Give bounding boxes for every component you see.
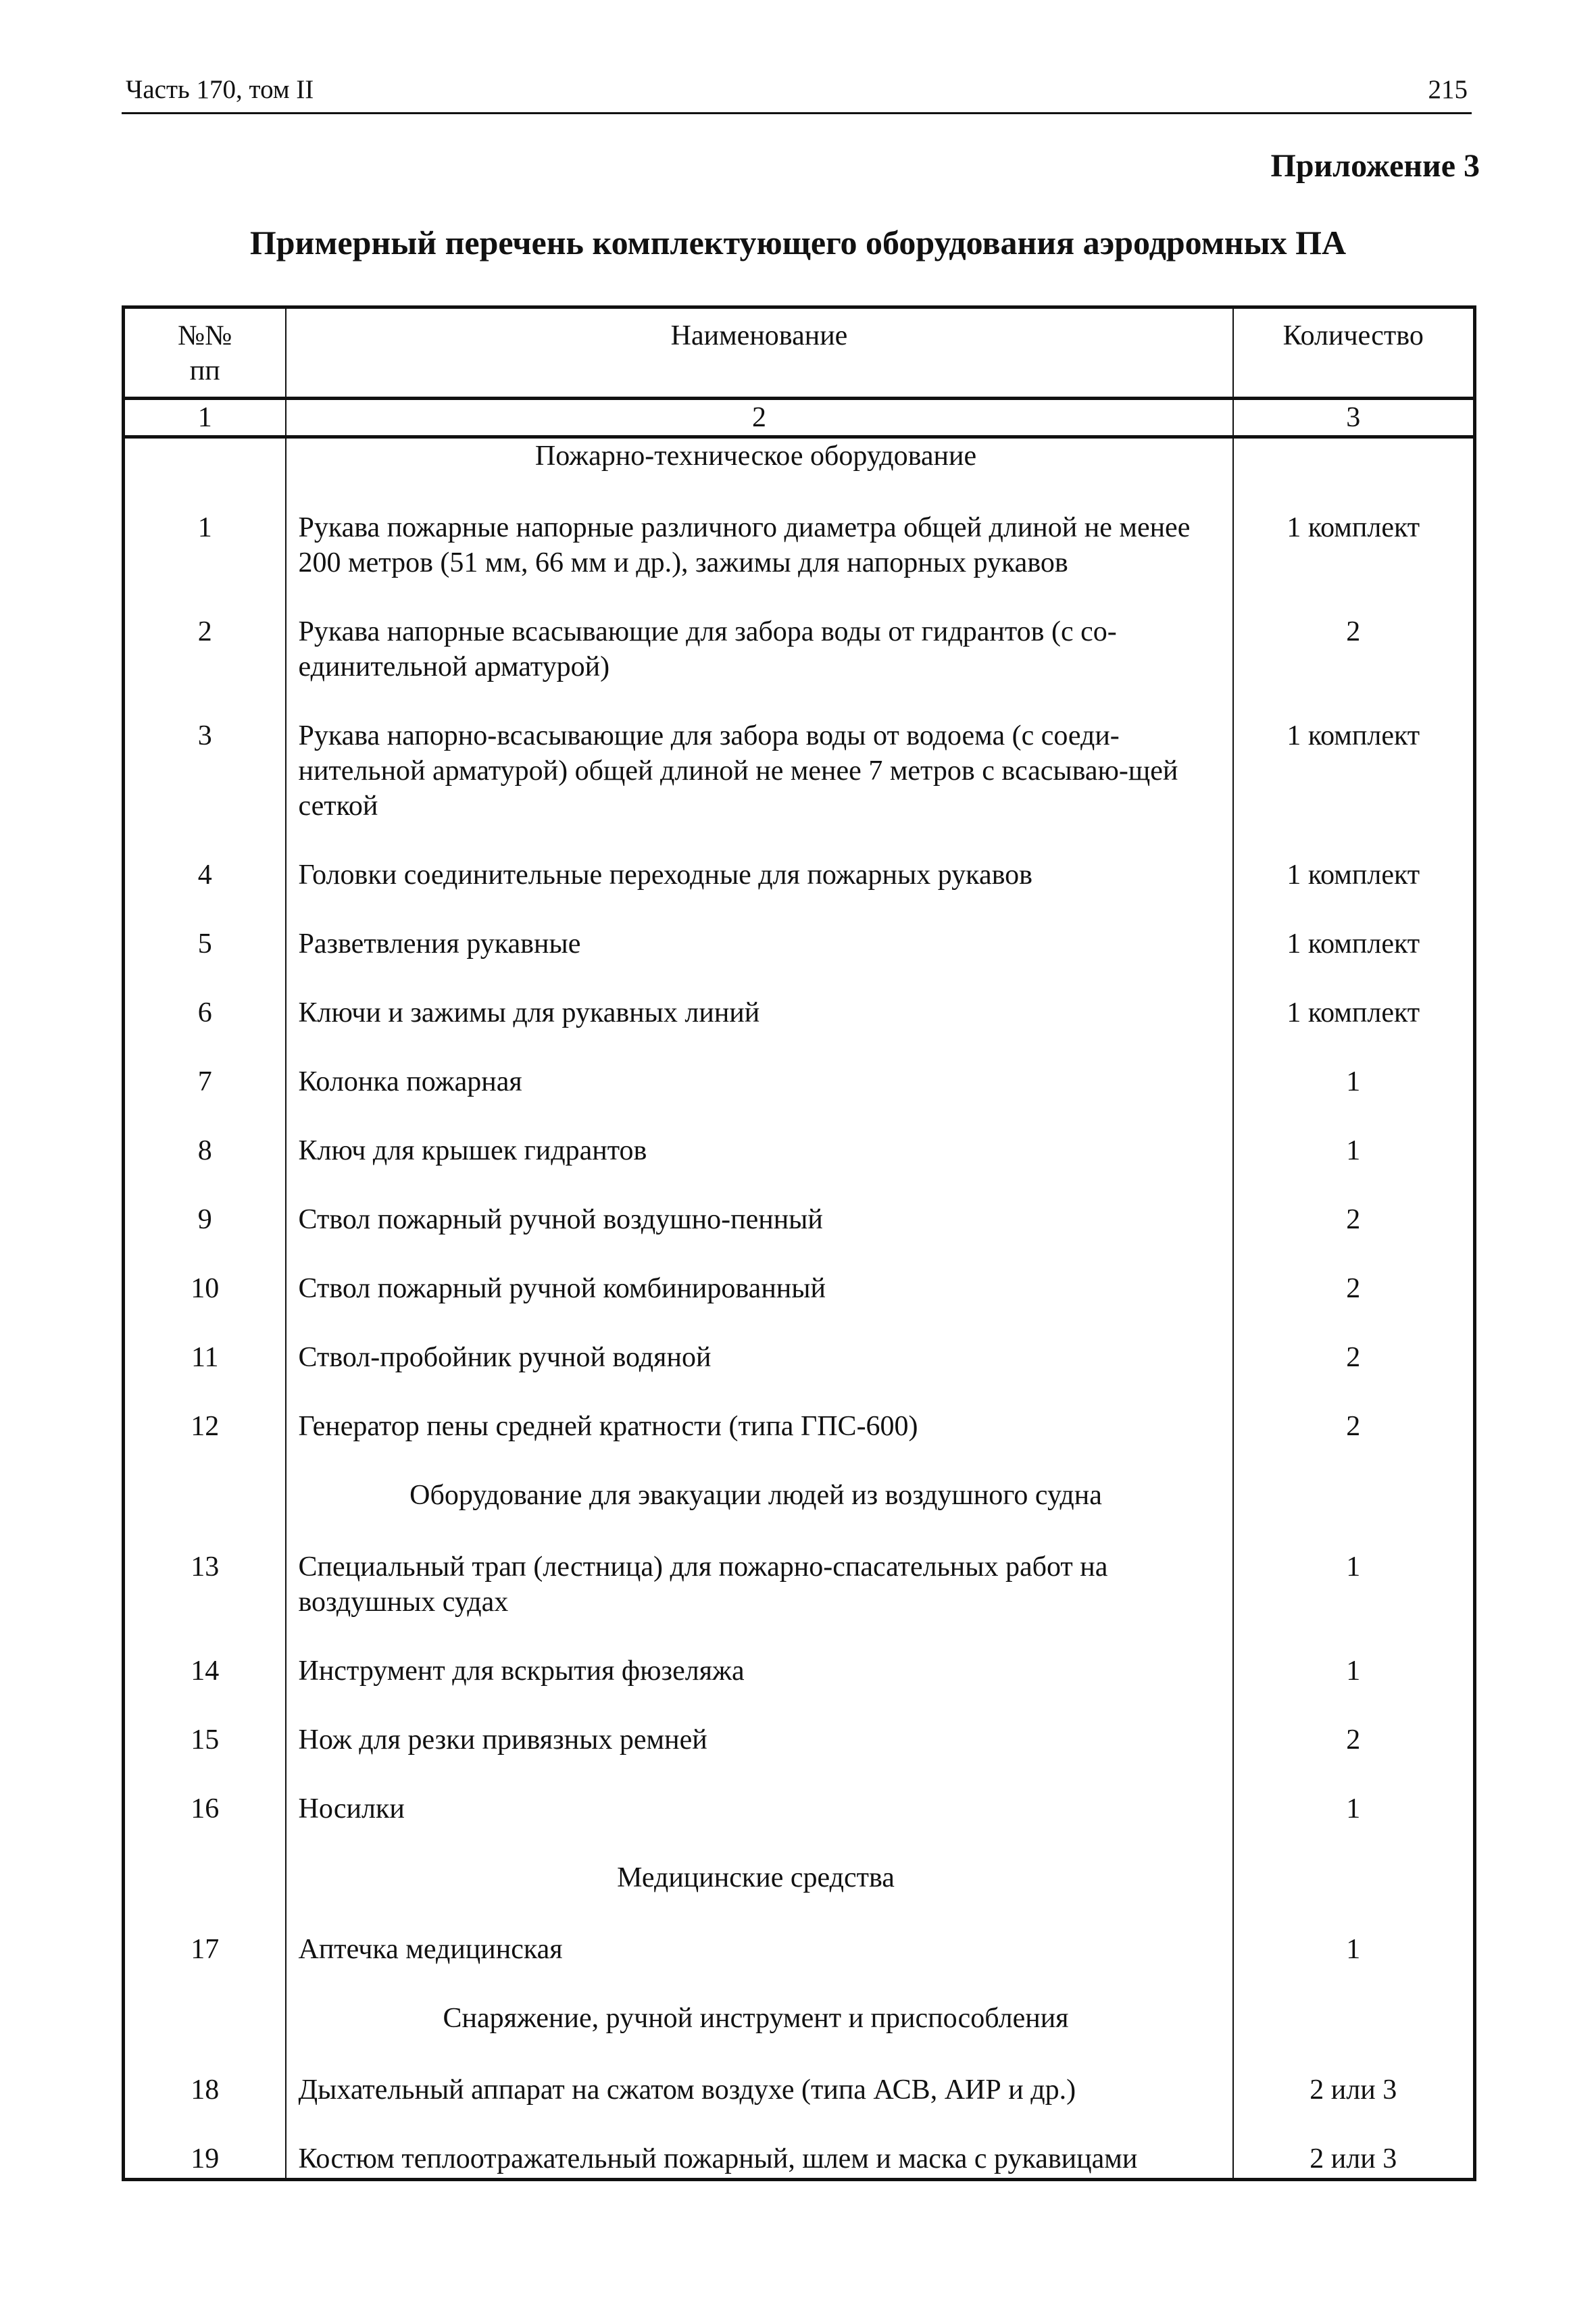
table-row [124,1409,1475,1478]
row-number: 19 [124,2141,286,2180]
row-name: Костюм теплоотражательный пожарный, шлем и маска с рукавицами [286,2141,1233,2180]
row-name: Ствол-пробойник ручной водяной [286,1340,1233,1409]
section-heading: Пожарно-техническое оборудование [286,437,1233,511]
row-name: Инструмент для вскрытия фюзеляжа [286,1653,1233,1722]
row-number: 14 [124,1653,286,1722]
column-header-quantity: Количество [1233,307,1475,399]
row-number: 16 [124,1791,286,1860]
table-row [124,995,1475,1064]
table-row [124,857,1475,926]
section-heading-row [124,437,1475,511]
column-header-name: Наименование [286,307,1233,399]
section-heading-row [124,1478,1475,1549]
table-row [124,2141,1475,2180]
row-quantity: 1 комплект [1233,510,1475,614]
row-quantity: 2 [1233,1340,1475,1409]
row-name: Ствол пожарный ручной комбинированный [286,1271,1233,1340]
page-number: 215 [1428,75,1468,104]
equipment-table [122,305,1476,2181]
section-quantity-cell [1233,437,1475,511]
row-quantity: 2 или 3 [1233,2072,1475,2141]
row-number: 6 [124,995,286,1064]
table-row [124,1133,1475,1202]
row-number: 10 [124,1271,286,1340]
row-quantity: 2 или 3 [1233,2141,1475,2180]
row-name: Носилки [286,1791,1233,1860]
row-number: 12 [124,1409,286,1478]
table-row [124,1722,1475,1791]
row-number: 17 [124,1932,286,2001]
row-number: 11 [124,1340,286,1409]
row-number: 8 [124,1133,286,1202]
row-quantity: 1 [1233,1791,1475,1860]
table-row [124,1932,1475,2001]
row-name: Рукава пожарные напорные различного диаметра общей длиной не менее 200 метров (51 мм, 66 мм и др.), зажимы для напорных рукавов [286,510,1233,614]
table-row [124,510,1475,614]
section-quantity-cell [1233,1860,1475,1932]
section-number-cell [124,1478,286,1549]
appendix-label: Приложение 3 [1270,148,1480,184]
running-header [122,73,1472,114]
row-quantity: 1 [1233,1549,1475,1653]
column-number-2: 2 [286,399,1233,437]
row-number: 4 [124,857,286,926]
row-quantity: 1 комплект [1233,926,1475,995]
row-name: Рукава напорные всасывающие для забора воды от гидрантов (с со-единительной арматурой) [286,614,1233,718]
row-quantity: 1 [1233,1932,1475,2001]
section-heading-row [124,2001,1475,2072]
row-number: 9 [124,1202,286,1271]
table-row [124,1340,1475,1409]
row-name: Нож для резки привязных ремней [286,1722,1233,1791]
row-number: 2 [124,614,286,718]
column-header-number [124,307,286,399]
row-name: Ствол пожарный ручной воздушно-пенный [286,1202,1233,1271]
row-name: Генератор пены средней кратности (типа ГПС-600) [286,1409,1233,1478]
row-quantity: 1 [1233,1653,1475,1722]
row-number: 7 [124,1064,286,1133]
section-number-cell [124,2001,286,2072]
row-quantity: 1 комплект [1233,718,1475,857]
row-quantity: 2 [1233,1202,1475,1271]
section-quantity-cell [1233,2001,1475,2072]
row-number: 15 [124,1722,286,1791]
document-title: Примерный перечень комплектующего оборудования аэродромных ПА [249,224,1347,262]
row-number: 18 [124,2072,286,2141]
column-number-1: 1 [124,399,286,437]
running-header-title: Часть 170, том II [126,75,314,104]
table-row [124,1202,1475,1271]
row-quantity: 2 [1233,1271,1475,1340]
row-name: Рукава напорно-всасывающие для забора воды от водоема (с соеди-нительной арматурой) общей длиной не менее 7 метров с всасываю-щей сеткой [286,718,1233,857]
column-number-3: 3 [1233,399,1475,437]
row-name: Ключи и зажимы для рукавных линий [286,995,1233,1064]
column-header-number-label: №№ пп [178,320,232,387]
column-numbers-row [124,399,1475,437]
table-row [124,926,1475,995]
section-quantity-cell [1233,1478,1475,1549]
row-number: 5 [124,926,286,995]
row-quantity: 2 [1233,1722,1475,1791]
row-number: 3 [124,718,286,857]
row-quantity: 1 [1233,1064,1475,1133]
row-name: Дыхательный аппарат на сжатом воздухе (типа АСВ, АИР и др.) [286,2072,1233,2141]
section-number-cell [124,437,286,511]
section-heading: Снаряжение, ручной инструмент и приспособления [286,2001,1233,2072]
table-row [124,2072,1475,2141]
section-heading: Оборудование для эвакуации людей из воздушного судна [286,1478,1233,1549]
row-quantity: 2 [1233,614,1475,718]
table-row [124,718,1475,857]
row-quantity: 2 [1233,1409,1475,1478]
row-name: Специальный трап (лестница) для пожарно-спасательных работ на воздушных судах [286,1549,1233,1653]
table-row [124,1549,1475,1653]
section-number-cell [124,1860,286,1932]
table-row [124,1064,1475,1133]
table-row [124,1271,1475,1340]
row-quantity: 1 комплект [1233,995,1475,1064]
row-name: Аптечка медицинская [286,1932,1233,2001]
row-number: 13 [124,1549,286,1653]
row-name: Головки соединительные переходные для пожарных рукавов [286,857,1233,926]
section-heading-row [124,1860,1475,1932]
section-heading: Медицинские средства [286,1860,1233,1932]
row-name: Ключ для крышек гидрантов [286,1133,1233,1202]
table-row [124,1653,1475,1722]
table-row [124,1791,1475,1860]
table-header-row [124,307,1475,399]
row-name: Разветвления рукавные [286,926,1233,995]
row-number: 1 [124,510,286,614]
row-name: Колонка пожарная [286,1064,1233,1133]
row-quantity: 1 комплект [1233,857,1475,926]
table-row [124,614,1475,718]
row-quantity: 1 [1233,1133,1475,1202]
